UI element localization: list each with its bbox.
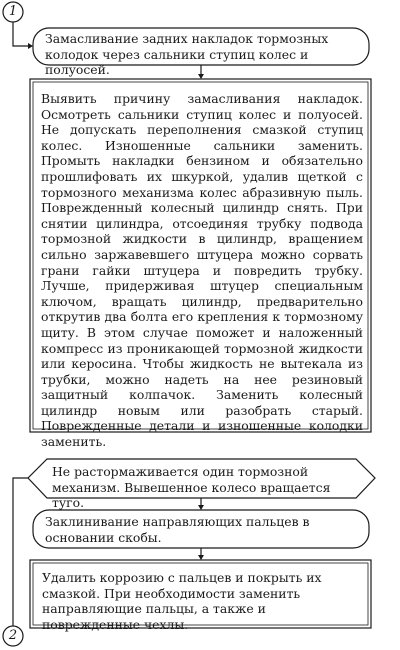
problem-2-text: Заклинивание направляющих пальцев в основании скобы. bbox=[45, 514, 310, 545]
start-arrowhead bbox=[28, 43, 33, 49]
symptom-text: Не растормаживается один тормозной механизм. Вывешенное колесо вращается туго. bbox=[52, 464, 331, 511]
action-1-text: Выявить причину замасливания накладок. Осмотреть сальники ступиц колес и полуосей. Не допускать переполнения смазкой ступиц колес. Изношенные сальники заменить. Промыть накладки бензином и обязательно прошлифовать их шкуркой, удалив щеткой с тормозного механизма колес абразивную пыль. Поврежденный колесный цилиндр снять. При снятии цилиндра, отсоединяя трубку подвода тормозной жидкости в цилиндр, вращением сильно заржавевшего штуцера можно сорвать грани гайки штуцера и повредить трубку. Лучше, придерживая штуцер специальным ключом, вращать цилиндр, предварительно открутив два болта его крепления к тормозному щиту. В этом случае поможет и наложенный компресс из проникающей тормозной жидкости или керосина. Чтобы жидкость не вытекала из трубки, можно надеть на нее резиновый защитный колпачок. Заменить колесный цилиндр новым или разобрать старый. Поврежденные детали и изношенные колодки заменить. bbox=[41, 91, 363, 450]
start-connector bbox=[13, 22, 28, 46]
start-marker-label[interactable]: 1 bbox=[8, 4, 18, 19]
end-marker-label[interactable]: 2 bbox=[8, 628, 18, 643]
arrowhead-3 bbox=[198, 555, 204, 560]
action-2-text: Удалить коррозию с пальцев и покрыть их смазкой. При необходимости заменить направляющие пальцы, а также и поврежденные чехлы. bbox=[42, 570, 322, 632]
problem-1-text: Замасливание задних накладок тормозных колодок через сальники ступиц колес и полуосей. bbox=[45, 31, 329, 78]
